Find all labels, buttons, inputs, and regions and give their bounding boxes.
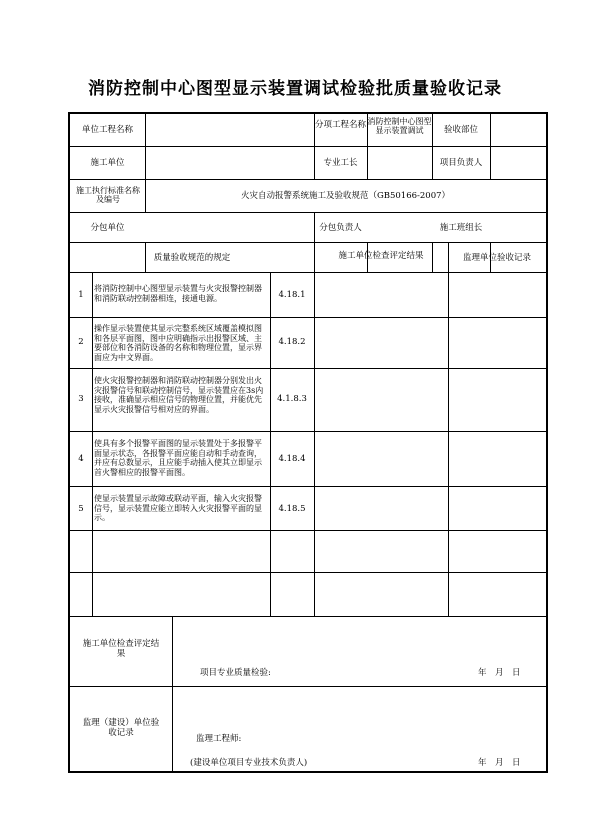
item-no: 1 <box>78 290 84 300</box>
owner-note: (建设单位项目专业技术负责人) <box>190 758 308 768</box>
item-text: 使显示装置显示故障或联动平面，输入火灾报警信号，显示装置应能立即转入火灾报警平面的显示。 <box>94 494 262 522</box>
project-manager-label: 项目负责人 <box>439 158 483 168</box>
item-ref: 4.18.1 <box>278 290 306 300</box>
column-spec-header: 质量验收规范的规定 <box>153 253 231 263</box>
item-no: 3 <box>78 394 84 404</box>
standard-value: 火灾自动报警系统施工及验收规范（GB50166-2007） <box>240 191 451 201</box>
column-check-header: 施工单位检查评定结果 <box>338 251 424 261</box>
supervision-label: 监理（建设）单位验收记录 <box>82 718 160 738</box>
acceptance-record-table <box>68 112 548 773</box>
sub-project-label: 分项工程名称 <box>314 120 366 130</box>
acceptance-part-label: 验收部位 <box>443 125 478 135</box>
item-no: 5 <box>78 504 84 514</box>
standard-label: 施工执行标准名称及编号 <box>76 186 140 204</box>
subcontractor-label: 分包单位 <box>90 223 125 233</box>
item-text: 使具有多个报警平面图的显示装置处于多报警平面显示状态，各报警平面应能自动和手动查询，并应有总数显示，且应能手动插入使其立即显示首火警相应的报警平面图。 <box>94 439 262 477</box>
foreman-label: 专业工长 <box>323 158 358 168</box>
team-leader-label: 施工班组长 <box>439 223 483 233</box>
sub-project-value: 消防控制中心图型显示装置调试 <box>367 117 432 135</box>
subcontractor-manager-label: 分包负责人 <box>319 223 362 233</box>
item-text: 使火灾报警控制器和消防联动控制器分别发出火灾报警信号和联动控制信号，显示装置应在3s内接收，准确显示相应信号的物理位置，并能优先显示火灾报警信号相对应的界面。 <box>94 376 264 414</box>
page-title: 消防控制中心图型显示装置调试检验批质量验收记录 <box>88 79 502 99</box>
column-supervision-header: 监理单位验收记录 <box>462 253 531 263</box>
item-ref: 4.18.5 <box>278 504 306 514</box>
item-text: 将消防控制中心图型显示装置与火灾报警控制器和消防联动控制器相连，接通电源。 <box>94 284 262 303</box>
item-no: 4 <box>78 454 84 464</box>
date-construction: 年 月 日 <box>478 668 521 678</box>
construction-result-label: 施工单位检查评定结果 <box>82 639 160 659</box>
item-ref: 4.18.4 <box>278 454 306 464</box>
quality-inspector-label: 项目专业质量检验: <box>200 668 271 678</box>
engineer-label: 监理工程师: <box>196 734 242 744</box>
project-name-label: 单位工程名称 <box>81 125 133 135</box>
item-no: 2 <box>78 337 84 347</box>
construction-unit-label: 施工单位 <box>90 158 125 168</box>
item-ref: 4.18.2 <box>278 337 306 347</box>
item-ref: 4.1.8.3 <box>277 394 307 404</box>
item-text: 操作显示装置使其显示完整系统区域覆盖模拟图和各层平面图，图中应明确指示出报警区域、主要部位和各消防设备的名称和物理位置，显示界面应为中文界面。 <box>94 324 262 362</box>
date-supervision: 年 月 日 <box>478 758 521 768</box>
